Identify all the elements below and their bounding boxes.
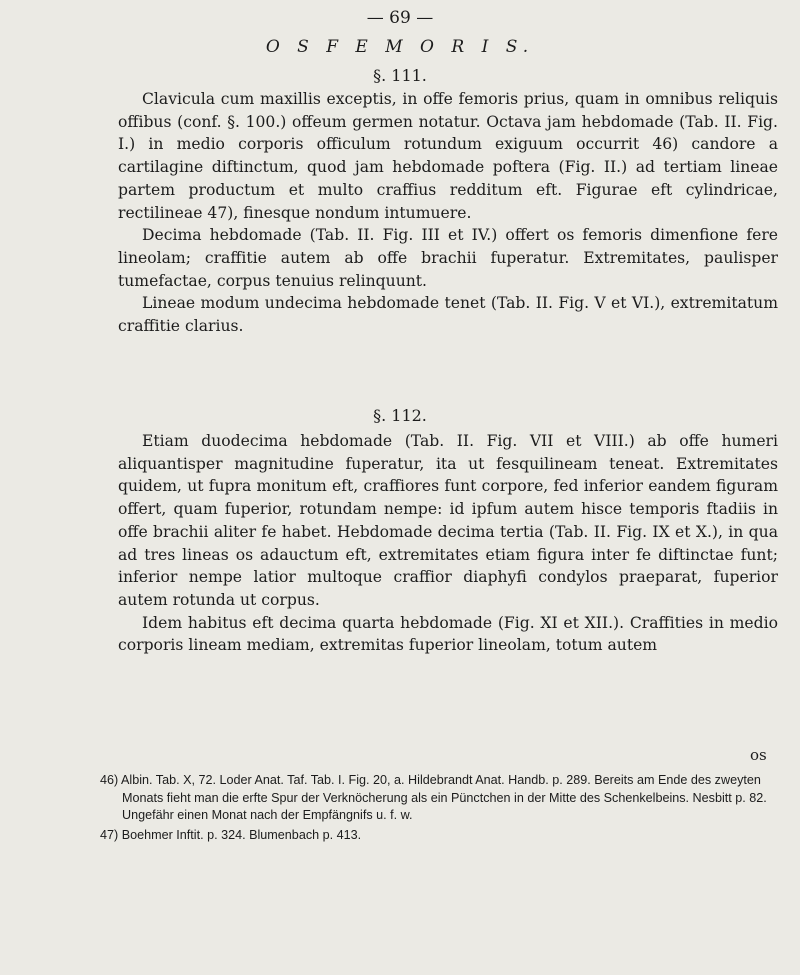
footnotes	[100, 772, 778, 844]
paragraph: Clavicula cum maxillis exceptis, in offe femoris prius, quam in omnibus reliquis offibus (conf. §. 100.) offeum germen notatur. Octava jam hebdomade (Tab. II. Fig. I.) in medio corporis officulum rotundum exiguum occurrit 46) candore a cartilagine diftinctum, quod jam hebdomade poftera (Fig. II.) ad tertiam lineae partem productum et multo craffius redditum eft. Figurae eft cylindricae, rectilineae 47), finesque nondum intumuere.	[118, 90, 778, 222]
paragraph: Lineae modum undecima hebdomade tenet (Tab. II. Fig. V et VI.), extremitatum craffitie clarius.	[118, 294, 778, 336]
footnote-47: 47) Boehmer Inftit. p. 324. Blumenbach p. 413.	[100, 827, 362, 842]
paragraph: Idem habitus eft decima quarta hebdomade (Fig. XI et XII.). Craffities in medio corporis lineam mediam, extremitas fuperior lineolam, totum autem	[118, 613, 778, 655]
section-heading-111: §. 111.	[373, 66, 427, 85]
section-heading-112: §. 112.	[373, 406, 427, 425]
page-number: — 69 —	[366, 8, 434, 28]
section-112-body	[118, 430, 778, 657]
paragraph: Etiam duodecima hebdomade (Tab. II. Fig. VII et VIII.) ab offe humeri aliquantisper magnitudine fuperatur, ita ut fesquilineam teneat. Extremitates quidem, ut fupra monitum eft, craffiores funt corpore, fed inferior eandem figuram offert, quam fuperior, rotundam nempe: id ipfum autem hisce temporis ftadiis in offe brachii aliter fe habet. Hebdomade decima tertia (Tab. II. Fig. IX et X.), in qua ad tres lineas os adauctum eft, extremitates etiam figura inter fe diftinctae funt; inferior nempe latior multoque craffior diaphyfi condylos praeparat, fuperior autem rotunda ut corpus.	[118, 432, 778, 609]
paragraph: Decima hebdomade (Tab. II. Fig. III et IV.) offert os femoris dimenfione fere lineolam; craffitie autem ab offe brachii fuperatur. Extremitates, paulisper tumefactae, corpus tenuius relinquunt.	[118, 226, 778, 290]
running-header: O S F E M O R I S.	[265, 37, 535, 57]
footnote-46: 46) Albin. Tab. X, 72. Loder Anat. Taf. Tab. I. Fig. 20, a. Hildebrandt Anat. Handb. p. 289. Bereits am Ende des zweyten Monats fieht man die erfte Spur der Verknöcherung als ein Pünctchen in der Mitte des Schenkelbeins. Nesbitt p. 82. Ungefähr einen Monat nach der Empfängnifs u. f. w.	[100, 773, 767, 823]
catchword: os	[750, 746, 767, 764]
section-111-body	[118, 88, 778, 338]
